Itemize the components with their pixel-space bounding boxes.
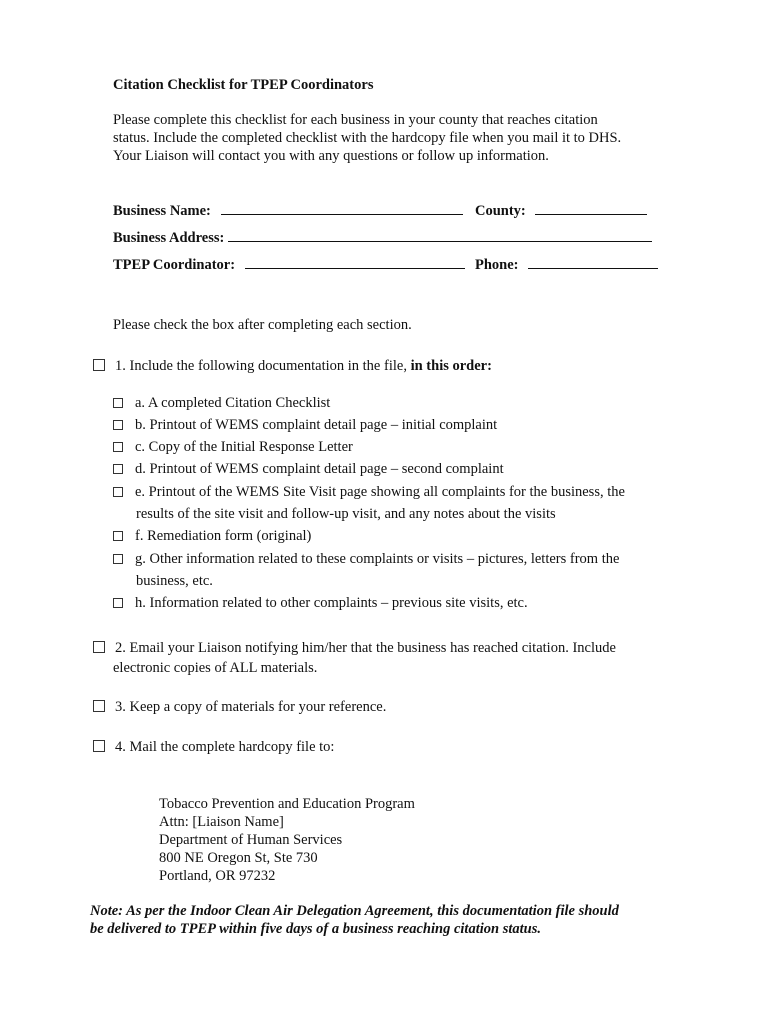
note-line: Note: As per the Indoor Clean Air Delegation Agreement, this documentation file should (90, 903, 619, 919)
subitem-d-checkbox[interactable] (113, 464, 123, 474)
note-line-text: be delivered to TPEP within five days of a business reaching citation status. (90, 921, 541, 937)
phone-label: Phone: (475, 257, 519, 273)
business-name-field[interactable] (221, 200, 463, 215)
subitem-a-text: a. A completed Citation Checklist (135, 395, 331, 411)
step-1-checkbox[interactable] (93, 359, 105, 371)
step-3 (93, 698, 386, 716)
address-line: 800 NE Oregon St, Ste 730 (159, 850, 318, 866)
step-1-emphasis: in this order: (410, 358, 492, 374)
address-line: Department of Human Services (159, 832, 343, 848)
business-name-row (113, 200, 463, 220)
subitem-e-checkbox[interactable] (113, 487, 123, 497)
tpep-coordinator-row (113, 254, 465, 274)
subitem-c (113, 438, 353, 456)
address-line: Portland, OR 97232 (159, 868, 276, 884)
subitem-c-checkbox[interactable] (113, 442, 123, 452)
subitem-b-checkbox[interactable] (113, 420, 123, 430)
subitem-a (113, 394, 330, 412)
subitem-e (113, 483, 625, 501)
note-line (90, 920, 619, 938)
intro-line: Please complete this checklist for each business in your county that reaches citation (113, 112, 598, 128)
note (90, 902, 619, 938)
step-3-checkbox[interactable] (93, 700, 105, 712)
subitem-h (113, 594, 528, 612)
step-1 (93, 357, 492, 375)
subitem-c-text: c. Copy of the Initial Response Letter (135, 439, 353, 455)
mailing-address (159, 795, 415, 885)
instruction-text: Please check the box after completing each section. (113, 317, 412, 333)
business-address-field[interactable] (228, 227, 652, 242)
county-label: County: (475, 203, 526, 219)
tpep-coordinator-field[interactable] (245, 254, 465, 269)
subitem-f (113, 527, 311, 545)
business-address-row (113, 227, 652, 247)
county-row (475, 200, 647, 220)
subitem-h-checkbox[interactable] (113, 598, 123, 608)
address-line: Attn: [Liaison Name] (159, 814, 284, 830)
subitem-g-text: g. Other information related to these complaints or visits – pictures, letters from the (135, 551, 620, 567)
step-2-checkbox[interactable] (93, 641, 105, 653)
intro-line: status. Include the completed checklist with the hardcopy file when you mail it to DHS. (113, 130, 622, 146)
page-title: Citation Checklist for TPEP Coordinators (113, 77, 374, 93)
step-4-checkbox[interactable] (93, 740, 105, 752)
subitem-g (113, 550, 619, 568)
step-4-text: 4. Mail the complete hardcopy file to: (115, 739, 335, 755)
intro-paragraph (113, 111, 673, 165)
subitem-e-text: e. Printout of the WEMS Site Visit page showing all complaints for the business, the (135, 484, 625, 500)
subitem-h-text: h. Information related to other complaints – previous site visits, etc. (135, 595, 528, 611)
step-2 (93, 639, 616, 657)
intro-line: Your Liaison will contact you with any questions or follow up information. (113, 148, 549, 164)
step-3-text: 3. Keep a copy of materials for your reference. (115, 699, 387, 715)
subitem-e-continuation: results of the site visit and follow-up visit, and any notes about the visits (136, 506, 556, 522)
subitem-b (113, 416, 497, 434)
subitem-d-text: d. Printout of WEMS complaint detail page – second complaint (135, 461, 504, 477)
step-2-continuation: electronic copies of ALL materials. (113, 660, 318, 676)
tpep-coordinator-label: TPEP Coordinator: (113, 257, 236, 273)
step-1-text: 1. Include the following documentation in the file, (115, 358, 411, 374)
phone-field[interactable] (528, 254, 658, 269)
subitem-f-checkbox[interactable] (113, 531, 123, 541)
subitem-a-checkbox[interactable] (113, 398, 123, 408)
subitem-d (113, 460, 504, 478)
step-4 (93, 738, 334, 756)
county-field[interactable] (535, 200, 647, 215)
address-line: Tobacco Prevention and Education Program (159, 796, 415, 812)
phone-row (475, 254, 658, 274)
subitem-f-text: f. Remediation form (original) (135, 528, 312, 544)
subitem-b-text: b. Printout of WEMS complaint detail page – initial complaint (135, 417, 498, 433)
business-name-label: Business Name: (113, 203, 211, 219)
subitem-g-checkbox[interactable] (113, 554, 123, 564)
business-address-label: Business Address: (113, 230, 225, 246)
step-2-text: 2. Email your Liaison notifying him/her that the business has reached citation. Include (115, 640, 616, 656)
subitem-g-continuation: business, etc. (136, 573, 213, 589)
